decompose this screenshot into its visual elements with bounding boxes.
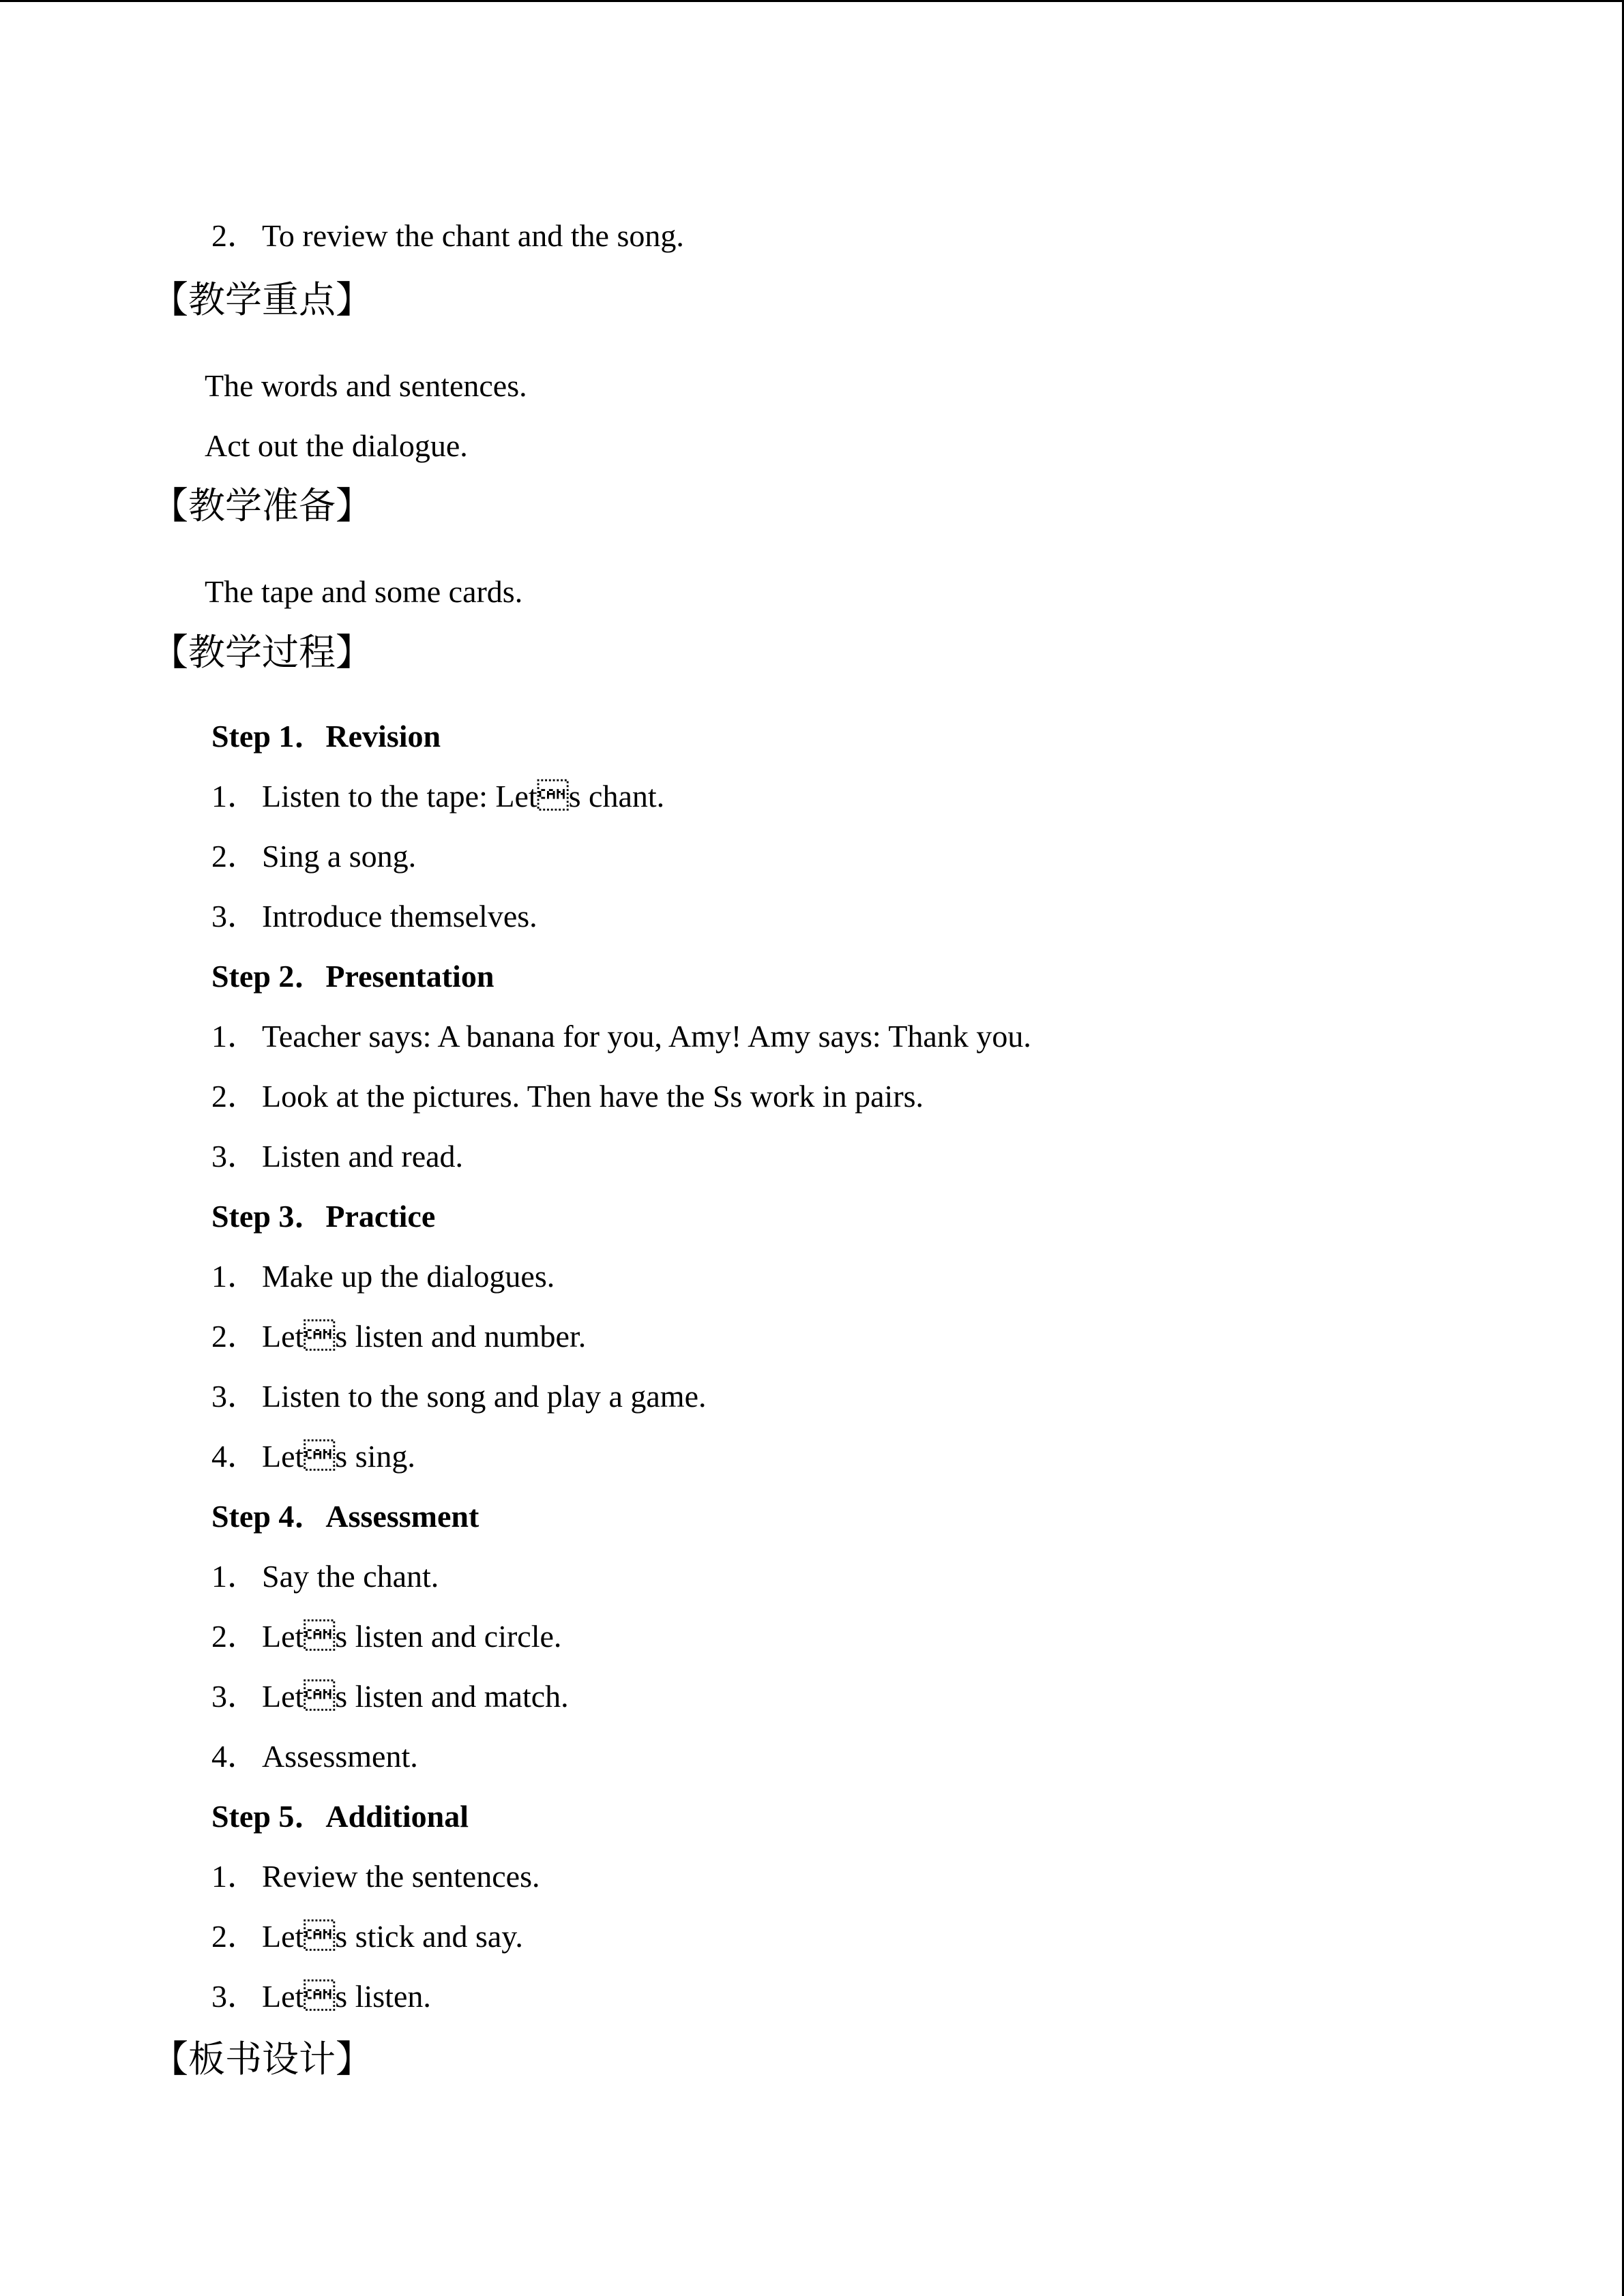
step-title: Step 4．Assessment: [211, 1499, 479, 1534]
list-text: Lets listen and number.: [262, 1319, 587, 1354]
section-heading-prep: 【教学准备】: [151, 484, 372, 527]
list-text: Assessment.: [262, 1739, 418, 1774]
list-number: 3．: [211, 1139, 259, 1174]
section-heading-board: 【板书设计】: [151, 2038, 372, 2081]
list-number: 3．: [211, 1979, 259, 2014]
section-heading-process: 【教学过程】: [151, 631, 372, 674]
list-number: 3．: [211, 1679, 259, 1714]
list-item: [211, 1077, 924, 1116]
list-text: Lets stick and say.: [262, 1919, 523, 1954]
list-text: Review the sentences.: [262, 1859, 540, 1894]
list-text: Listen to the tape: Lets chant.: [262, 779, 665, 814]
list-item: [211, 1257, 555, 1296]
list-text: Lets sing.: [262, 1439, 415, 1474]
list-text: Make up the dialogues.: [262, 1259, 555, 1294]
list-item: [211, 1738, 418, 1776]
list-number: 3．: [211, 1379, 259, 1414]
list-item: [211, 837, 416, 876]
list-text: Say the chant.: [262, 1559, 439, 1594]
list-number: 2．: [211, 1079, 259, 1114]
list-number: 2．: [211, 1319, 259, 1354]
list-number: 1．: [211, 1859, 259, 1894]
step-title: Step 3．Practice: [211, 1199, 436, 1234]
list-item: [211, 1437, 415, 1476]
list-number: 2．: [211, 218, 259, 253]
list-text: Sing a song.: [262, 839, 417, 874]
list-text: Introduce themselves.: [262, 899, 537, 934]
list-number: 1．: [211, 1259, 259, 1294]
list-item: [211, 1678, 569, 1716]
list-number: 2．: [211, 839, 259, 874]
list-number: 1．: [211, 1559, 259, 1594]
list-text: Look at the pictures. Then have the Ss work in pairs.: [262, 1079, 924, 1114]
section-heading-focus: 【教学重点】: [151, 278, 372, 321]
list-text: Lets listen.: [262, 1979, 431, 2014]
list-text: Lets listen and match.: [262, 1679, 569, 1714]
list-item: [211, 1617, 561, 1656]
focus-line: The words and sentences.: [205, 368, 527, 403]
list-item: [211, 1317, 586, 1356]
list-item: [211, 1377, 707, 1416]
step-title: Step 5．Additional: [211, 1799, 469, 1834]
list-item: [211, 1017, 1031, 1056]
step-title: Step 2．Presentation: [211, 959, 494, 994]
list-item: [211, 1918, 523, 1956]
list-item: [211, 1858, 540, 1896]
list-number: 4．: [211, 1739, 259, 1774]
list-text: Teacher says: A banana for you, Amy! Amy says: Thank you.: [262, 1019, 1031, 1054]
list-item: [211, 1978, 431, 2016]
list-item: [211, 1137, 463, 1176]
page-border-top: [0, 0, 1624, 2]
list-item: [211, 777, 664, 816]
list-item: [211, 1557, 439, 1596]
prep-line: The tape and some cards.: [205, 574, 523, 609]
list-text: Lets listen and circle.: [262, 1619, 562, 1654]
list-number: 4．: [211, 1439, 259, 1474]
list-text: Listen to the song and play a game.: [262, 1379, 707, 1414]
list-number: 1．: [211, 1019, 259, 1054]
list-number: 3．: [211, 899, 259, 934]
list-number: 2．: [211, 1619, 259, 1654]
list-number: 1．: [211, 779, 259, 814]
list-item: [211, 897, 537, 936]
intro-list-item: [211, 217, 684, 255]
focus-line: Act out the dialogue.: [205, 428, 468, 463]
step-title: Step 1．Revision: [211, 719, 441, 754]
list-number: 2．: [211, 1919, 259, 1954]
list-text: To review the chant and the song.: [262, 218, 684, 253]
list-text: Listen and read.: [262, 1139, 464, 1174]
